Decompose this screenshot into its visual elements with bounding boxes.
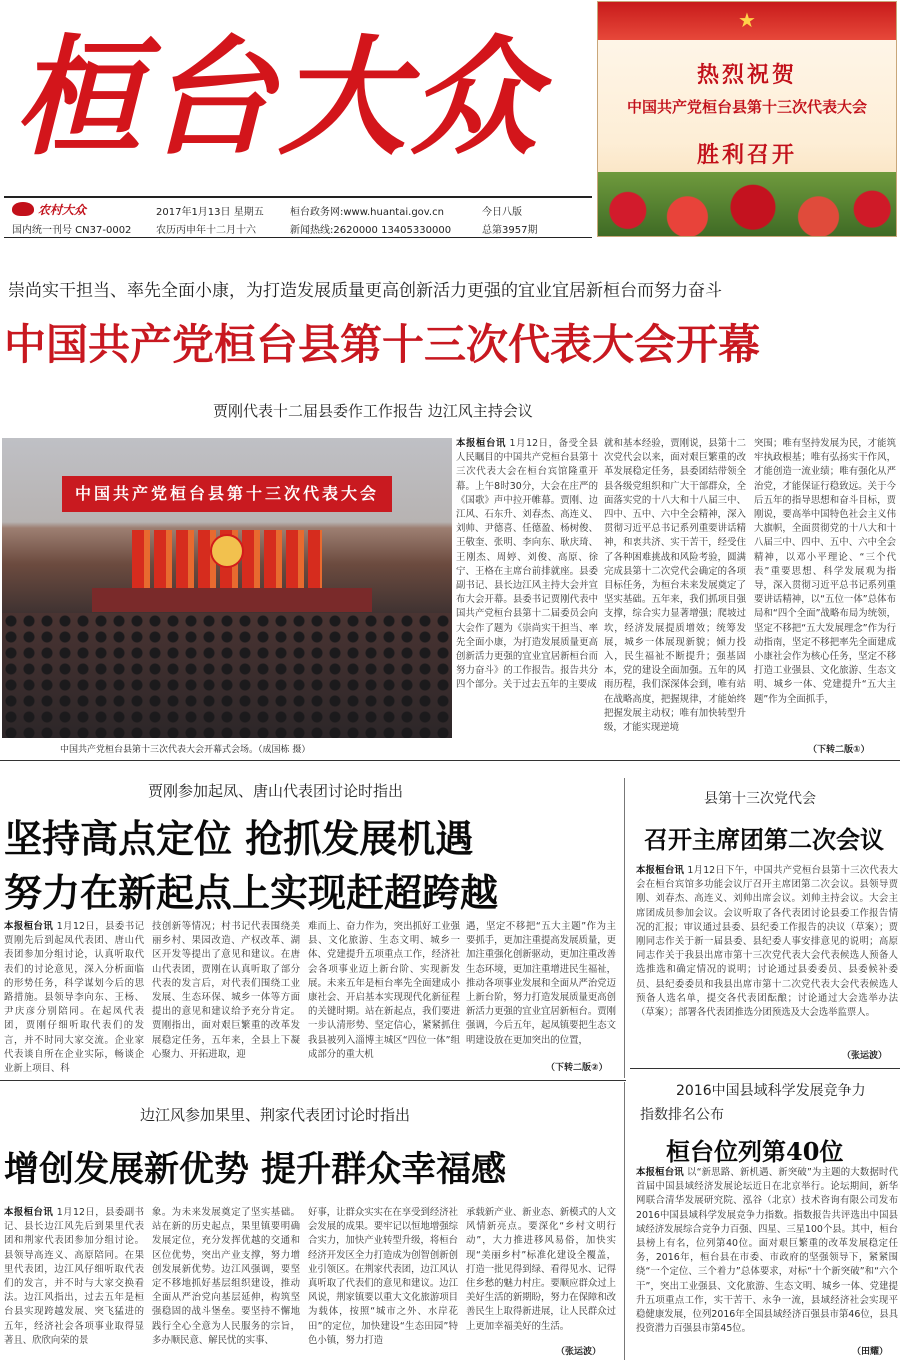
dateline: 本报桓台讯 [4, 921, 54, 932]
story3-headline: 召开主席团第二次会议 [644, 825, 884, 854]
story2-headline-2: 努力在新起点上实现赶超跨越 [4, 870, 499, 915]
masthead-title: 桓台大众 [14, 23, 543, 173]
story3-byline: （张运波） [842, 1051, 888, 1061]
story5-text: 以“新思路、新机遇、新突破”为主题的大数据时代首届中国县域经济发展论坛近日在北京举行。论坛期间，新华网联合清华发展研究院、泓谷（北京）技术咨询有限公司发布2016中国县域科学发展竞争力指数。指数报告共评选出中国县域经济发展综合竞争力百强、四星、三星100个县。其中，桓台县榜上有名，位列第40位。面对艰巨繁重的改革发展稳定任务，2016年，桓台县在市委、市政府的坚强领导下，紧紧围绕“一个定位、三个着力”总体要求，对标“十个新突破”和“六个干”，突出工业强县、文化旅游、生态文明、城乡一体、党建提升五项重点工作，实干苦干、永争一流，县域经济社会实现平稳健康发展，位列2016年全国县域经济百强县市第46位，县具投资潜力百强县市第45位。 [636, 1167, 898, 1335]
nongcun-logo-icon [12, 202, 34, 216]
story5-kicker-2: 指数排名公布 [640, 1107, 724, 1123]
story4-headline: 增创发展新优势 提升群众幸福感 [4, 1149, 507, 1190]
story2-text-1: 1月12日，县委书记贾刚先后到起凤代表团、唐山代表团参加分组讨论，认真听取代表们的讨论意见，深入分析面临的形势任务，科学谋划今后的思路措施。县领导李向东、王杨、尹庆彦分别陪同。在起凤代表团，贾刚仔细听取代表们的发言，并不时同大家交流。企业家代表谈自所在企业实际，畅谈企业新上项目、科 [4, 921, 144, 1075]
photo-caption: 中国共产党桓台县第十三次代表大会开幕式会场。（成国栋 摄） [60, 745, 311, 755]
issue-info-bar [4, 196, 592, 238]
story3-text: 1月12日下午，中国共产党桓台县第十三次代表大会在桓台宾馆多功能会议厅召开主席团第二次会议。县领导贾刚、刘春杰、高连义、刘帅出席会议。刘帅主持会议。大会主席团成员参加会议。会议听取了各代表团讨论县委工作报告情况的汇报；审议通过县委、县纪委工作报告的决议（草案）；贾刚同志作关于新一届县委、县纪委人事安排意见的说明；高原同志作关于我县出席市第十三次党代表大会代表候选人预备人选推选和确定情况的说明；讨论通过县委委员、县委候补委员、县纪委委员和我县出席市第十二次党代表大会代表候选人预备人选名单，提交各代表团酝酿；讨论通过大会选举办法（草案）；部署各代表团推选分团预选及大会选举监票人。 [636, 865, 898, 1019]
story4-byline: （张运波） [556, 1347, 602, 1357]
party-emblem-icon [210, 534, 244, 568]
story4-column-1 [4, 1206, 144, 1356]
lead-story-subhead: 贾刚代表十二届县委作工作报告 边江风主持会议 [213, 402, 533, 420]
lead-story-text-1: 1月12日，备受全县人民瞩目的中国共产党桓台县第十三次代表大会在桓台宾馆隆重开幕。上午8时30分，大会在庄严的《国歌》声中拉开帷幕。贾刚、边江风、石东升、刘春杰、高连义、刘帅、尹德喜、任德盈、杨树俊、王敬奎、张明、李向东、耿庆琦、王刚杰、周婷、刘俊、高原、徐宁、王格在主席台前排就座。县委副书记、县长边江风主持大会并宣布大会开幕。县委书记贾刚代表中国共产党桓台县第十二届委员会向大会作了题为《崇尚实干担当、率先全面小康，为打造发展质量更高创新活力更强的宜业宜居新桓台而努力奋斗》的工作报告。报告共分四个部分。关于过去五年的主要成 [456, 438, 598, 691]
story5-body [636, 1166, 898, 1342]
story3-kicker: 县第十三次党代会 [704, 791, 816, 807]
lead-story-column-3: 突围；唯有坚持发展为民，才能筑牢执政根基；唯有弘扬实干作风，才能创造一流业绩；唯有强化从严治党，才能保证行稳致远。关于今后五年的指导思想和奋斗目标，贾刚说，要高举中国特色社会主义伟大旗帜，全面贯彻党的十八大和十八届三中、四中、五中、六中全会精神，以邓小平理论、“三个代表”重要思想、科学发展观为指导，深入贯彻习近平总书记系列重要讲话精神，以“五位一体”总体布局和“四个全面”战略布局为统领，坚定不移把“五大发展理念”作为行动指南，坚定不移把率先全面建成小康社会作为核心任务，坚定不移打造工业强县、文化旅游、生态文明、城乡一体、党建提升“五大主题”作为全面抓手， [754, 438, 896, 705]
story2-column-4: 遇，坚定不移把“五大主题”作为主要抓手，更加注重提高发展质量，更加注重强化创新驱动，更加注重改善生态环境，更加注重增进民生福祉，推动各项事业发展和全面从严治党迈上新台阶，努力打造发展质量更高创新活力更强的宜业宜居新桓台。贾刚强调，今后五年，起凤镇要把生态文明建设放在更加突出的位置， [466, 921, 616, 1046]
photo-audience [2, 613, 452, 738]
lead-story-continue: （下转二版①） [808, 745, 870, 755]
story2-headline-1: 坚持高点定位 抢抓发展机遇 [4, 816, 474, 861]
story2-column-3: 难而上、奋力作为，突出抓好工业强县、文化旅游、生态文明、城乡一体、党建提升五项重点工作，经济社会各项事业迈上新台阶、实现新发展。未来五年是桓台率先全面建成小康社会、开启基本实现现代化新征程的关键时期。站在新起点，我们要进一步认清形势、坚定信心，紧紧抓住我县被列入淄博主城区“四位一体”组成部分的重大机 [308, 921, 460, 1060]
story3-body [636, 864, 898, 1050]
story5-kicker-1: 2016中国县域科学发展竞争力 [676, 1083, 866, 1099]
peony-flowers-decoration [598, 172, 896, 236]
story4-column-4: 承载新产业、新业态、新模式的人文风情新亮点。要深化“乡村文明行动”，大力推进移风易俗，加快实现“美丽乡村”标准化建设全覆盖，打造一批见得到绿、看得见水、记得住乡愁的魅力村庄。要顺应群众过上美好生活的新期盼，努力在保障和改善民生上取得新进展，让人民群众过上更加幸福美好的生活。 [466, 1207, 616, 1332]
congress-hall-photo [2, 438, 452, 738]
story4-text-1: 1月12日，县委副书记、县长边江风先后到果里代表团和荆家代表团参加分组讨论。县领导高连义、高原陪同。在果里代表团，边江风仔细听取代表们的发言，并不时与大家交换看法。边江风指出，过去五年是桓台县实现跨越发展、突飞猛进的五年，经济社会各项事业取得显著且、欣欣向荣的景 [4, 1207, 144, 1346]
news-hotline: 新闻热线:2620000 13405330000 [290, 225, 452, 236]
party-emblem-icon: ★ [738, 8, 756, 32]
issn-number: 国内统一刊号 CN37-0002 [12, 225, 132, 236]
government-website: 桓台政务网:www.huantai.gov.cn [290, 207, 444, 218]
dateline: 本报桓台讯 [456, 438, 506, 449]
story2-column-1 [4, 920, 144, 1076]
story2-kicker: 贾刚参加起凤、唐山代表团讨论时指出 [148, 782, 404, 800]
lead-story-column-2: 就和基本经验，贾刚说，县第十二次党代会以来，面对艰巨繁重的改革发展稳定任务，县委团结带领全县各级党组织和广大干部群众，全面落实党的十八大和十八届三中、四中、五中、六中全会精神，深入贯彻习近平总书记系列重要讲话精神，和衷共济、实干苦干，经受住了各种困难挑战和风险考验，圆满完成县第十二次党代会确定的各项目标任务，为桓台未来发展奠定了坚实基础。五年来，我们抓项目强支撑，综合实力显著增强；爬坡过坎，经济发展提质增效；统筹发展，城乡一体展现新貌；倾力投入，民生福祉不断提升；强基固本，党的建设全面加强。五年的风雨历程，我们深深体会到，唯有站在战略高度，把握规律，才能始终把握发展主动权；唯有加快转型升级，才能实现逆境 [604, 438, 746, 734]
congratulation-banner [597, 1, 897, 237]
lunar-date: 农历丙申年十二月十六 [156, 225, 256, 236]
page-count: 今日八版 [482, 207, 522, 218]
photo-hall-banner: 中国共产党桓台县第十三次代表大会 [62, 476, 392, 512]
issue-date: 2017年1月13日 星期五 [156, 207, 264, 218]
story4-column-2: 象。为未来发展奠定了坚实基础。站在新的历史起点，果里镇要明确发展定位，充分发挥优越的交通和区位优势，突出产业支撑，努力增创发展新优势。边江风强调，要坚定不移地抓好基层组织建设，推动全面从严治党向基层延伸，构筑坚强稳固的战斗堡垒。要坚持不懈地践行全心全意为人民服务的宗旨，多办顺民意、解民忧的实事、 [152, 1207, 300, 1346]
section-divider [0, 760, 900, 761]
section-divider [0, 1080, 626, 1081]
lead-story-kicker: 崇尚实干担当、率先全面小康，为打造发展质量更高创新活力更强的宜业宜居新桓台而努力奋斗 [8, 281, 722, 301]
sister-paper-brand: 农村大众 [38, 203, 87, 217]
section-divider [630, 1068, 900, 1069]
congrats-line2: 中国共产党桓台县第十三次代表大会 [626, 98, 867, 116]
photo-podium [92, 588, 372, 612]
congrats-line3: 胜利召开 [696, 142, 797, 168]
dateline: 本报桓台讯 [636, 865, 685, 876]
story5-byline: （田耀） [852, 1347, 889, 1357]
story4-column-3: 好事，让群众实实在在享受到经济社会发展的成果。要牢记以恒地增强综合实力，加快产业转型升级，将桓台经济开发区全力打造成为创智创新创业引领区。在荆家代表团，边江风认真听取了代表们的意见和建议。边江风说，荆家镇要以重大文化旅游项目为载体，按照“城市之外、水岸花田”的定位，加快建设“生态田园”特色小镇，努力打造 [308, 1207, 458, 1346]
lead-story-headline: 中国共产党桓台县第十三次代表大会开幕 [4, 320, 761, 369]
dateline: 本报桓台讯 [4, 1207, 54, 1218]
lead-story-column-1 [456, 437, 598, 757]
story4-kicker: 边江风参加果里、荆家代表团讨论时指出 [140, 1106, 411, 1124]
story2-continue: （下转二版②） [546, 1063, 608, 1073]
dateline: 本报桓台讯 [636, 1167, 684, 1178]
issue-number: 总第3957期 [482, 225, 538, 236]
column-divider [624, 778, 625, 1078]
story5-headline: 桓台位列第40位 [666, 1137, 844, 1166]
congrats-line1: 热烈祝贺 [696, 62, 797, 88]
column-divider [624, 1082, 625, 1360]
story2-column-2: 技创新等情况；村书记代表围绕美丽乡村、果园改造、产权改革、湖区开发等提出了意见和建议。在唐山代表团，贾刚在认真听取了部分代表的发言后，对代表们围绕工业发展、生态环保、城乡一体等方面提出的意见和建议给予充分肯定。贾刚指出，面对艰巨繁重的改革发展稳定任务，五年来，全县上下凝心聚力、开拓进取，迎 [152, 921, 300, 1060]
